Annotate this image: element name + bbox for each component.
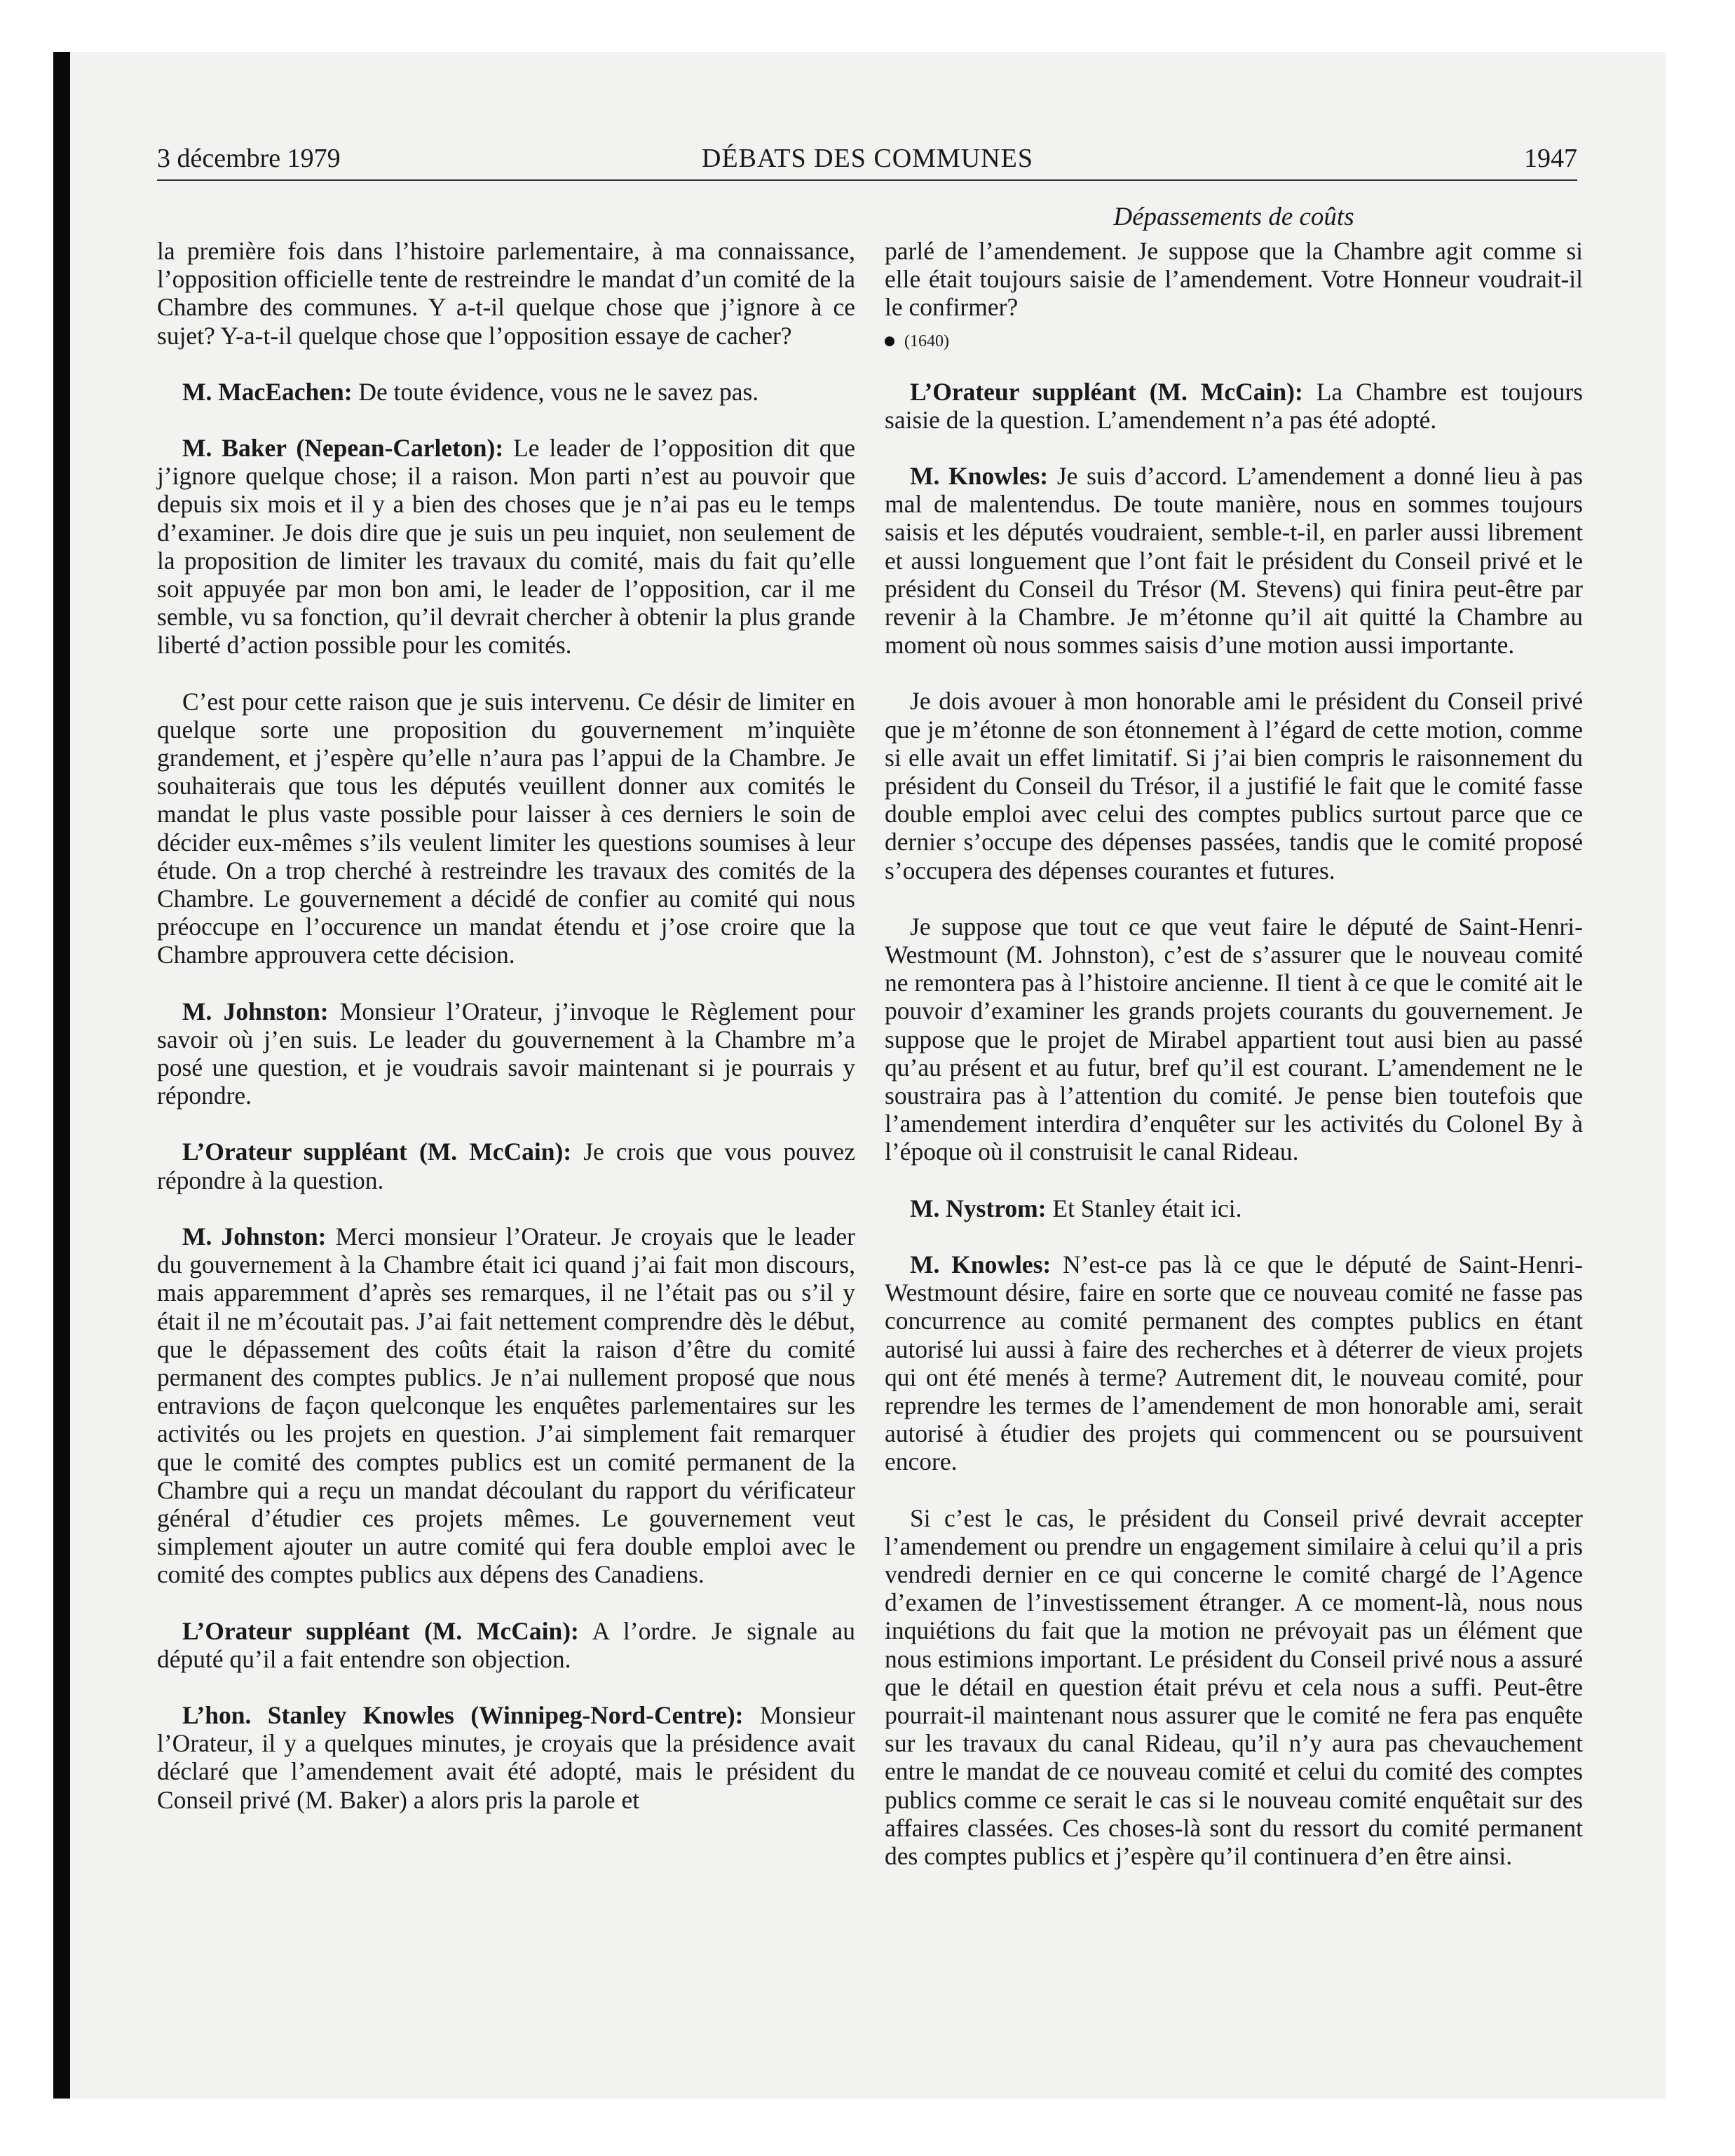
- time-stamp: [885, 329, 1583, 354]
- publication-title: DÉBATS DES COMMUNES: [702, 144, 1033, 173]
- paragraph: [157, 997, 855, 1110]
- paragraph: [885, 1504, 1583, 1871]
- speaker-name: M. Nystrom:: [910, 1194, 1047, 1222]
- section-title: Dépassements de coûts: [1113, 203, 1354, 231]
- paragraph-text: N’est-ce pas là ce que le député de Saint-Henri-Westmount désire, faire en sorte que ce nouveau comité ne fasse pas concurrence au comité permanent des comptes publics en étant autorisé lui aussi à faire des recherches et à déterrer de vieux projets qui ont été menés à terme? Autrement dit, le nouveau comité, pour reprendre les termes de l’amendement de mon honorable ami, serait autorisé à étudier des projets qui commencent ou se poursuivent encore.: [885, 1250, 1583, 1476]
- paragraph: [885, 378, 1583, 434]
- paragraph: [885, 1250, 1583, 1476]
- time-stamp-text: (1640): [904, 332, 949, 350]
- paragraph: [157, 1138, 855, 1194]
- header-rule: [157, 179, 1577, 181]
- paragraph: [157, 237, 855, 350]
- paragraph: [885, 913, 1583, 1166]
- paragraph: [885, 462, 1583, 659]
- paragraph: [885, 687, 1583, 884]
- paragraph: [157, 378, 855, 406]
- paragraph: [885, 237, 1583, 322]
- paragraph-text: Si c’est le cas, le président du Conseil privé devrait accepter l’amendement ou prendre un engagement similaire à celui qu’il a pris vendredi dernier en ce qui concerne le comité chargé de l’Agence d’examen de l’investissement étranger. A ce moment-là, nous nous inquiétions du fait que la motion ne prévoyait pas un élément que nous estimions important. Le président du Conseil privé nous a assuré que le détail en question était prévu et cela nous a suffi. Peut-être pourrait-il maintenant nous assurer que le comité ne fera pas enquête sur les travaux du canal Rideau, qu’il n’y aura pas chevauchement entre le mandat de ce nouveau comité et celui du comité des comptes publics comme ce serait le cas si le nouveau comité enquêtait sur des affaires classées. Ces choses-là sont du ressort du comité permanent des comptes publics et j’espère qu’il continuera d’en être ainsi.: [885, 1503, 1583, 1870]
- paragraph: [885, 1194, 1583, 1222]
- paragraph: [157, 1222, 855, 1589]
- paragraph-text: Monsieur l’Orateur, il y a quelques minutes, je croyais que la présidence avait déclaré que l’amendement avait été adopté, mais le président du Conseil privé (M. Baker) a alors pris la parole et: [157, 1700, 855, 1814]
- page-date: 3 décembre 1979: [157, 144, 341, 173]
- speaker-name: M. Johnston:: [182, 1222, 327, 1250]
- paragraph-text: Et Stanley était ici.: [1046, 1194, 1242, 1222]
- paragraph-text: parlé de l’amendement. Je suppose que la Chambre agit comme si elle était toujours saisie de l’amendement. Votre Honneur voudrait-il le confirmer?: [885, 237, 1583, 322]
- page-number: 1947: [1524, 144, 1577, 173]
- speaker-name: M. Knowles:: [910, 1250, 1052, 1278]
- paragraph-text: Merci monsieur l’Orateur. Je croyais que le leader du gouvernement à la Chambre était ici quand j’ai fait mon discours, mais apparemment d’après ses remarques, il ne l’était pas ou s’il y était il ne m’écoutait pas. J’ai fait nettement comprendre dès le début, que le dépassement des coûts était la raison d’être du comité permanent des comptes publics. Je n’ai nullement proposé que nous entravions de façon quelconque les enquêtes parlementaires sur les activités ou les projets en question. J’ai simplement fait remarquer que le comité des comptes publics est un comité permanent de la Chambre qui a reçu un mandat découlant du rapport du vérificateur général d’étudier ces projets mêmes. Le gouvernement veut simplement ajouter un autre comité qui fera double emploi avec le comité des comptes publics aux dépens des Canadiens.: [157, 1222, 855, 1589]
- paragraph-text: Je suis d’accord. L’amendement a donné lieu à pas mal de malentendus. De toute manière, nous en sommes toujours saisis et les députés voudraient, semble-t-il, en parler aussi librement et aussi longuement que l’ont fait le président du Conseil privé et le président du Conseil du Trésor (M. Stevens) qui finira peut-être par revenir à la Chambre. Je m’étonne qu’il ait quitté la Chambre au moment où nous sommes saisis d’une motion aussi importante.: [885, 462, 1583, 660]
- paragraph-text: A l’ordre. Je signale au député qu’il a fait entendre son objection.: [157, 1616, 855, 1673]
- paragraph-text: C’est pour cette raison que je suis intervenu. Ce désir de limiter en quelque sorte une proposition du gouvernement m’inquiète grandement, et j’espère qu’elle n’aura pas l’appui de la Chambre. Je souhaiterais que tous les députés veuillent donner aux comités le mandat le plus vaste possible pour laisser à ces derniers le soin de décider eux-mêmes s’ils veulent limiter les questions soumises à leur étude. On a trop cherché à restreindre les travaux des comités de la Chambre. Le gouvernement a décidé de confier au comité qui nous préoccupe en l’occurence un mandat étendu et j’ose croire que la Chambre approuvera cette décision.: [157, 687, 855, 969]
- paragraph: [157, 1701, 855, 1814]
- paragraph-text: Monsieur l’Orateur, j’invoque le Règlement pour savoir où j’en suis. Le leader du gouvernement à la Chambre m’a posé une question, et je voudrais savoir maintenant si je pourrais y répondre.: [157, 997, 855, 1110]
- paragraph: [157, 1617, 855, 1673]
- speaker-name: L’Orateur suppléant (M. McCain):: [182, 1616, 579, 1645]
- paragraph-text: la première fois dans l’histoire parlementaire, à ma connaissance, l’opposition officielle tente de restreindre le mandat d’un comité de la Chambre des communes. Y a-t-il quelque chose que j’ignore à ce sujet? Y-a-t-il quelque chose que l’opposition essaye de cacher?: [157, 237, 855, 350]
- speaker-name: M. Baker (Nepean-Carleton):: [182, 434, 504, 463]
- left-column: [157, 237, 855, 1842]
- paragraph-text: Le leader de l’opposition dit que j’ignore quelque chose; il a raison. Mon parti n’est au pouvoir que depuis six mois et il y a bien des choses que je n’ai pas eu le temps d’examiner. Je dois dire que je suis un peu inquiet, non seulement de la proposition de limiter les travaux du comité, mais du fait qu’elle soit appuyée par mon bon ami, le leader de l’opposition, car il me semble, vu sa fonction, qu’il devrait chercher à obtenir la plus grande liberté d’action possible pour les comités.: [157, 434, 855, 660]
- paragraph: [157, 688, 855, 969]
- right-column: [885, 237, 1583, 1898]
- speaker-name: M. Johnston:: [182, 997, 329, 1025]
- paragraph-text: Je dois avouer à mon honorable ami le président du Conseil privé que je m’étonne de son étonnement à l’égard de cette motion, comme si elle avait un effet limitatif. Si j’ai bien compris le raisonnement du président du Conseil du Trésor, il a justifié le fait que le comité fasse double emploi avec celui des comptes publics surtout parce que ce dernier s’occupe des dépenses passées, tandis que le comité proposé s’occupera des dépenses courantes et futures.: [885, 687, 1583, 885]
- paragraph-text: Je crois que vous pouvez répondre à la question.: [157, 1138, 855, 1194]
- paragraph-text: La Chambre est toujours saisie de la question. L’amendement n’a pas été adopté.: [885, 377, 1583, 434]
- speaker-name: L’Orateur suppléant (M. McCain):: [182, 1138, 572, 1166]
- speaker-name: L’Orateur suppléant (M. McCain):: [910, 377, 1303, 406]
- bullet-icon: [885, 336, 894, 346]
- speaker-name: L’hon. Stanley Knowles (Winnipeg-Nord-Centre):: [182, 1700, 744, 1729]
- speaker-name: M. Knowles:: [910, 462, 1049, 491]
- paragraph-text: Je suppose que tout ce que veut faire le député de Saint-Henri-Westmount (M. Johnston), c’est de s’assurer que le nouveau comité ne remontera pas à l’histoire ancienne. Il tient à ce que le comité ait le pouvoir d’examiner les grands projets courants du gouvernement. Je suppose que le projet de Mirabel appartient tout ausi bien au passé qu’au présent et au futur, bref qu’il est courant. L’amendement ne le soustraira pas à l’attention du comité. Je pense bien toutefois que l’amendement interdira d’enquêter sur les activités du Colonel By à l’époque où il construisit le canal Rideau.: [885, 912, 1583, 1166]
- speaker-name: M. MacEachen:: [182, 377, 353, 406]
- paragraph: [157, 434, 855, 660]
- paragraph-text: De toute évidence, vous ne le savez pas.: [352, 377, 759, 406]
